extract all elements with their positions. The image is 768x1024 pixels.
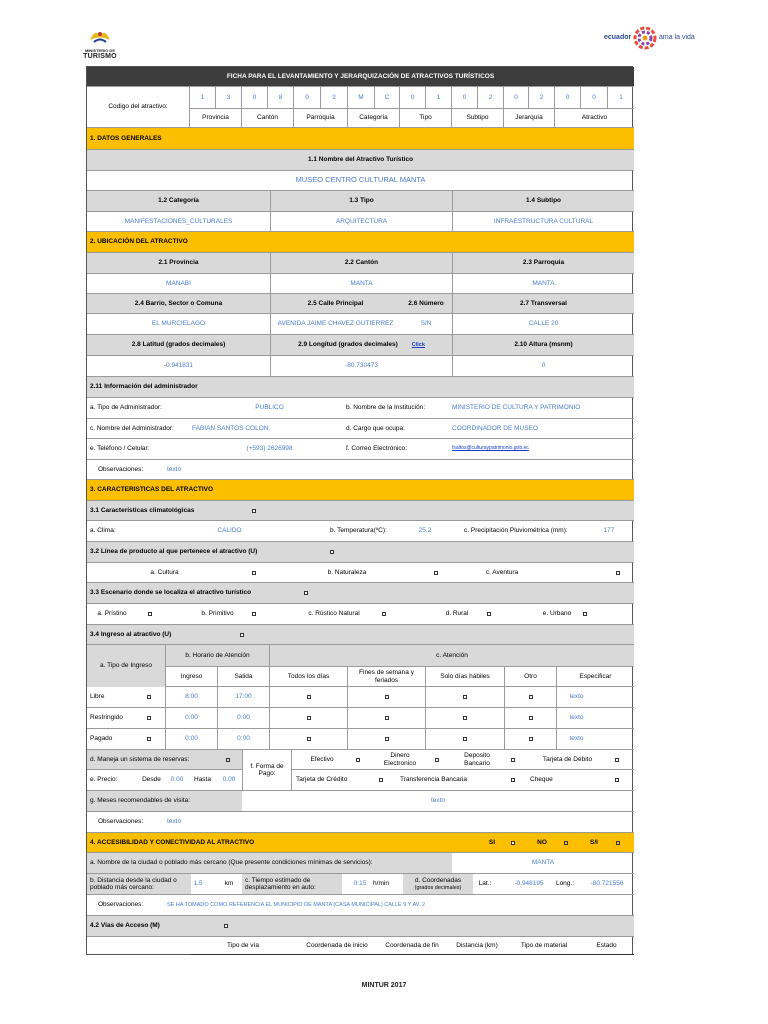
credito-label: Tarjeta de Crédito	[296, 776, 348, 784]
hasta-label: Hasta	[194, 776, 211, 784]
efectivo-checkbox-cell	[351, 750, 365, 769]
cultura-label: a. Cultura	[150, 568, 179, 576]
vias-checkbox-cell	[219, 916, 233, 936]
long-value[interactable]: -80.721556	[590, 880, 624, 888]
ciudad-value[interactable]: MANTA	[531, 859, 555, 867]
clima-row	[87, 521, 634, 542]
naturaleza-checkbox-cell	[429, 563, 443, 582]
code-digit: 2	[477, 87, 503, 108]
code-digit: 0	[241, 87, 267, 108]
habiles-checkbox-cell	[425, 729, 504, 749]
category-label: 1.2 Categoría	[158, 197, 199, 205]
todos-checkbox[interactable]	[307, 695, 311, 699]
vias-col-label: Tipo de vía	[191, 937, 295, 955]
code-row	[87, 87, 634, 128]
rustico-checkbox[interactable]	[382, 612, 386, 616]
telefono-label: e. Teléfono / Celular:	[90, 445, 150, 453]
urbano-label: e. Urbano	[542, 610, 572, 618]
section-4-heading-row	[87, 833, 634, 853]
calle-label: 2.5 Calle Principal	[270, 294, 400, 313]
tipo-value[interactable]: ARQUITECTURA	[270, 212, 452, 231]
code-digit: 1	[425, 87, 451, 108]
ciudad-row	[87, 853, 634, 874]
no-checkbox[interactable]	[564, 841, 568, 845]
salida-col-label: Salida	[217, 666, 269, 687]
code-digit: 1	[189, 87, 215, 108]
admin-row-2	[87, 419, 634, 439]
logo-ministerio-text: MINISTERIO DE	[84, 48, 115, 53]
restringido-checkbox[interactable]	[147, 716, 151, 720]
code-digit: 0	[503, 87, 528, 108]
ingreso-row-label: Libre	[90, 693, 105, 701]
subtipo-label: 1.4 Subtipo	[452, 191, 634, 211]
todos-checkbox-cell	[269, 729, 347, 749]
habiles-checkbox[interactable]	[463, 695, 467, 699]
canton-value[interactable]: MANTA	[270, 274, 452, 293]
pagado-checkbox[interactable]	[147, 737, 151, 741]
habiles-checkbox-cell	[425, 708, 504, 728]
habiles-checkbox[interactable]	[463, 716, 467, 720]
institucion-value[interactable]: MINISTERIO DE CULTURA Y PATRIMONIO	[452, 404, 581, 412]
urbano-checkbox[interactable]	[583, 612, 587, 616]
ingreso-checkbox-cell	[235, 625, 249, 644]
rural-label: d. Rural	[445, 610, 469, 618]
ficha-form	[86, 66, 633, 955]
distancia-label: b. Distancia desde la ciudad o poblado más cercano:	[90, 876, 177, 891]
fines-checkbox[interactable]	[385, 695, 389, 699]
admin-obs-row	[87, 460, 634, 480]
s3-obs-label: Observaciones:	[98, 818, 144, 826]
dinero-electronico-checkbox-cell	[430, 750, 444, 769]
code-digit: M	[347, 87, 374, 108]
institucion-label: b. Nombre de la Institución:	[346, 404, 426, 412]
tipo-admin-value[interactable]: PUBLICO	[255, 404, 284, 412]
escenario-heading-row	[87, 583, 634, 604]
km-label: km	[224, 880, 234, 888]
escenario-checkbox-cell	[299, 583, 313, 603]
naturaleza-label: b. Naturaleza	[327, 568, 367, 576]
admin-row-1	[87, 398, 634, 419]
s3-obs-row	[87, 812, 634, 833]
efectivo-checkbox[interactable]	[356, 758, 360, 762]
ingreso-checkbox[interactable]	[240, 633, 244, 637]
linea-heading-row	[87, 542, 634, 563]
longitud-value[interactable]: -80.730473	[270, 356, 452, 376]
parroquia-value[interactable]: MANTA	[452, 274, 634, 293]
meses-row	[87, 791, 634, 812]
provincia-value[interactable]: MANABI	[166, 279, 191, 287]
logo-turismo-text: TURISMO	[83, 53, 117, 60]
s3-obs-value[interactable]: texto	[167, 818, 182, 826]
latitud-label: 2.8 Latitud (grados decimales)	[131, 341, 226, 349]
tipo-admin-label: a. Tipo de Administrador:	[90, 404, 162, 412]
code-digit: 0	[554, 87, 580, 108]
si-checkbox[interactable]	[511, 841, 515, 845]
altura-value[interactable]: 0	[452, 356, 634, 376]
fines-checkbox[interactable]	[385, 737, 389, 741]
clima-heading-row	[87, 501, 634, 521]
altura-label: 2.10 Altura (msnm)	[452, 335, 634, 355]
coords-label-row	[87, 335, 634, 356]
attraction-name-value[interactable]: MUSEO CENTRO CULTURAL MANTA	[295, 175, 426, 185]
no-checkbox-cell	[559, 833, 573, 852]
category-label-row	[87, 191, 634, 212]
urbano-checkbox-cell	[578, 604, 592, 624]
tiempo-label-cell	[242, 874, 342, 894]
temperatura-value[interactable]: 25.2	[418, 527, 432, 535]
fines-checkbox[interactable]	[385, 716, 389, 720]
horario-label: b. Horario de Atención	[165, 645, 269, 666]
aventura-label: c. Aventura	[485, 568, 519, 576]
address-value-row	[87, 314, 634, 335]
section-4-heading: 4. ACCESIBILIDAD Y CONECTIVIDAD AL ATRACTIVO	[90, 838, 255, 846]
cultura-checkbox-cell	[247, 563, 261, 582]
clima-heading: 3.1 Características climatológicas	[90, 506, 195, 514]
ciudad-label: a. Nombre de la ciudad o poblado más cercano (Que presente condiciones mínimas de servicios):	[90, 859, 373, 867]
code-digit: 2	[320, 87, 347, 108]
escenario-checkbox[interactable]	[304, 591, 308, 595]
efectivo-label: Efectivo	[310, 755, 334, 763]
tipo-ingreso-label: a. Tipo de Ingreso	[87, 645, 165, 687]
category-value-row	[87, 212, 634, 232]
coordenadas-label: d. Coordenadas	[414, 877, 462, 885]
vias-header-row	[87, 937, 634, 955]
debito-label: Tarjeta de Débito	[542, 755, 593, 763]
tipo-label: 1.3 Tipo	[270, 191, 452, 211]
habiles-col-label: Solo días hábiles	[425, 666, 504, 687]
meses-value[interactable]: texto	[430, 797, 446, 805]
deposito-label: Deposito Bancario	[464, 752, 490, 767]
escenario-heading: 3.3 Escenario donde se localiza el atractivo turístico	[90, 589, 252, 597]
admin-obs-value[interactable]: texto	[167, 465, 182, 473]
coordenadas-label-cell	[403, 874, 473, 894]
reservas-label: d. Maneja un sistema de reservas:	[90, 755, 190, 763]
meses-label: g. Meses recomendables de visita:	[90, 797, 191, 805]
vias-col-label: Estado	[579, 937, 634, 955]
admin-heading-row	[87, 377, 634, 398]
code-header: Jerarquía	[503, 108, 554, 128]
code-digit: 0	[293, 87, 320, 108]
form-title-row	[87, 67, 634, 87]
address-label-row	[87, 294, 634, 314]
click-link[interactable]: Click	[411, 341, 425, 348]
section-2-heading: 2. UBICACIÓN DEL ATRACTIVO	[90, 238, 188, 246]
code-digit: C	[374, 87, 399, 108]
aventura-checkbox-cell	[611, 563, 625, 582]
s4-obs-label: Observaciones:	[98, 901, 144, 909]
province-value-row	[87, 274, 634, 294]
code-header: Provincia	[189, 108, 241, 128]
todos-checkbox-cell	[269, 687, 347, 707]
cultura-checkbox[interactable]	[252, 571, 256, 575]
especificar-value[interactable]: texto	[556, 708, 596, 728]
desde-label: Desde	[142, 776, 161, 784]
vias-col-label: Distancia (km)	[445, 937, 509, 955]
subtipo-value[interactable]: INFRAESTRUCTURA CULTURAL	[452, 212, 634, 231]
escenario-options-row	[87, 604, 634, 625]
long-label: Long.:	[555, 880, 575, 888]
dinero-electronico-checkbox[interactable]	[435, 758, 439, 762]
reservas-row	[87, 750, 634, 770]
libre-checkbox[interactable]	[147, 695, 151, 699]
cheque-label: Cheque	[530, 776, 553, 784]
transferencia-label: Transferencia Bancaria	[400, 776, 467, 784]
habiles-checkbox[interactable]	[463, 737, 467, 741]
category-value[interactable]: MANIFESTACIONES_CULTURALES	[124, 217, 233, 225]
ciudad-label-cell	[87, 853, 452, 873]
section-3-heading: 3. CARACTERISTICAS DEL ATRACTIVO	[90, 486, 214, 494]
deposito-checkbox-cell	[506, 750, 520, 769]
especificar-col-label: Especificar	[556, 666, 634, 687]
primitivo-checkbox[interactable]	[252, 612, 256, 616]
fines-checkbox-cell	[347, 708, 425, 728]
coords-value-row	[87, 356, 634, 377]
code-header: Subtipo	[451, 108, 503, 128]
code-digit: 1	[607, 87, 634, 108]
code-header: Tipo	[399, 108, 451, 128]
credito-checkbox[interactable]	[379, 778, 383, 782]
linea-options-row	[87, 563, 634, 583]
pristino-checkbox[interactable]	[148, 612, 152, 616]
debito-checkbox-cell	[610, 750, 624, 769]
admin-heading: 2.11 Información del administrador	[90, 383, 198, 391]
telefono-value[interactable]: (+593) 2626998	[246, 445, 293, 453]
ingreso-heading: 3.4 Ingreso al atractivo (U)	[90, 630, 172, 638]
vias-col-label: Coordenada de fin	[379, 937, 445, 955]
canton-label: 2.2 Cantón	[270, 253, 452, 273]
reservas-label-cell	[87, 750, 242, 769]
code-header: Categoría	[347, 108, 399, 128]
linea-checkbox-cell	[325, 542, 339, 562]
meses-label-cell	[87, 791, 242, 811]
lat-label: Lat.:	[478, 880, 492, 888]
condor-emblem-icon	[88, 26, 112, 48]
otro-checkbox-cell	[504, 708, 556, 728]
pristino-label: a. Prístino	[97, 610, 127, 618]
ingreso-row-label: Restringido	[90, 714, 123, 722]
ingreso-time[interactable]: 8:00	[165, 687, 217, 707]
reservas-checkbox[interactable]	[226, 758, 230, 762]
rustico-checkbox-cell	[377, 604, 391, 624]
otro-checkbox[interactable]	[529, 716, 533, 720]
ministerio-turismo-logo	[78, 26, 122, 62]
fines-col-label: Fines de semana y feriados	[347, 666, 425, 687]
si-no-checkbox[interactable]	[616, 841, 620, 845]
coordenadas-sublabel: (grados decimales)	[414, 884, 462, 891]
todos-col-label: Todos los días	[269, 666, 347, 687]
correo-link[interactable]: fsaltos@culturaypatrimonio.gob.ec	[452, 445, 529, 452]
cargo-label: d. Cargo que ocupa:	[346, 424, 405, 432]
page-header	[0, 0, 768, 66]
precio-row	[87, 770, 634, 791]
otro-checkbox-cell	[504, 729, 556, 749]
ingreso-time[interactable]: 0:00	[165, 708, 217, 728]
ingreso-row-label: Pagado	[90, 735, 113, 743]
code-header: Atractivo	[554, 108, 634, 128]
fines-checkbox-cell	[347, 687, 425, 707]
nombre-admin-value[interactable]: FABIAN SANTOS COLON	[192, 424, 269, 432]
naturaleza-checkbox[interactable]	[434, 571, 438, 575]
habiles-checkbox-cell	[425, 687, 504, 707]
ingreso-col-label: Ingreso	[165, 666, 217, 687]
linea-heading: 3.2 Línea de producto al que pertenece el atractivo (U)	[90, 548, 258, 556]
ingreso-row-pagado	[87, 729, 634, 750]
restringido-checkbox-cell	[142, 708, 156, 728]
fines-checkbox-cell	[347, 729, 425, 749]
admin-row-3	[87, 439, 634, 460]
desde-value[interactable]: 0.00	[170, 776, 184, 784]
clima-value[interactable]: CALIDO	[217, 527, 242, 535]
section-2-heading-row	[87, 232, 634, 253]
si-no-checkbox-cell	[611, 833, 625, 852]
provincia-label: 2.1 Provincia	[158, 259, 199, 267]
code-header: Cantón	[241, 108, 293, 128]
numero-value[interactable]: S/N	[420, 320, 432, 328]
ingreso-time[interactable]: 0:00	[165, 729, 217, 749]
distancia-value[interactable]: 1.5	[193, 880, 203, 888]
credito-checkbox-cell	[374, 770, 388, 790]
libre-checkbox-cell	[142, 687, 156, 707]
otro-col-label: Otro	[504, 666, 556, 687]
no-label: NO	[537, 838, 547, 846]
ingreso-row-restringido	[87, 708, 634, 729]
lat-value[interactable]: -0.948195	[514, 880, 544, 888]
code-digit: 8	[267, 87, 293, 108]
precipitacion-label: c. Precipitación Pluviométrica (mm):	[464, 527, 568, 535]
distancia-row	[87, 874, 634, 895]
aventura-checkbox[interactable]	[616, 571, 620, 575]
correo-cell	[449, 439, 634, 459]
salida-time[interactable]: 0:00	[217, 729, 269, 749]
vias-col-label: Coordenada de inicio	[295, 937, 379, 955]
numero-label: 2.6 Número	[408, 299, 444, 307]
vias-heading-row	[87, 916, 634, 937]
reservas-checkbox-cell	[221, 750, 235, 769]
otro-checkbox[interactable]	[529, 695, 533, 699]
salida-time[interactable]: 17:00	[217, 687, 269, 707]
logo-ecuador-text: ecuador	[604, 34, 632, 41]
otro-checkbox-cell	[504, 687, 556, 707]
rustico-label: c. Rústico Natural	[308, 610, 360, 618]
clima-label: a. Clima:	[90, 527, 116, 535]
vias-col-label: Tipo de material	[509, 937, 579, 955]
primitivo-label: b. Primitivo	[201, 610, 234, 618]
province-label-row	[87, 253, 634, 274]
parroquia-label: 2.3 Parroquia	[452, 253, 634, 273]
admin-obs-label: Observaciones:	[98, 465, 144, 473]
clima-checkbox[interactable]	[252, 509, 256, 513]
code-digit: 0	[580, 87, 607, 108]
hmin-label: h/min	[373, 880, 389, 888]
debito-checkbox[interactable]	[615, 758, 619, 762]
vias-heading: 4.2 Vías de Acceso (M)	[90, 922, 160, 930]
especificar-value[interactable]: texto	[556, 729, 596, 749]
transferencia-checkbox[interactable]	[511, 778, 515, 782]
form-title: FICHA PARA EL LEVANTAMIENTO Y JERARQUIZACIÓN DE ATRACTIVOS TURÍSTICOS	[226, 72, 495, 80]
page-footer: MINTUR 2017	[361, 982, 407, 989]
tiempo-value[interactable]: 0:15	[353, 880, 367, 888]
correo-label: f. Correo Electrónico:	[346, 445, 408, 453]
colorful-sun-icon	[633, 26, 657, 50]
rural-checkbox[interactable]	[487, 612, 491, 616]
linea-checkbox[interactable]	[330, 550, 334, 554]
nombre-admin-label: c. Nombre del Administrador:	[90, 424, 174, 432]
barrio-value[interactable]: EL MURCIELAGO	[151, 320, 206, 328]
code-digit: 2	[528, 87, 554, 108]
deposito-checkbox[interactable]	[511, 758, 515, 762]
especificar-value[interactable]: texto	[556, 687, 596, 707]
cheque-checkbox-cell	[610, 770, 624, 790]
transversal-value[interactable]: CALLE 20	[452, 314, 634, 334]
ingreso-heading-row	[87, 625, 634, 645]
name-label-row	[87, 150, 634, 171]
precipitacion-value[interactable]: 177	[603, 527, 615, 535]
forma-pago-label: f. Forma de Pago:	[242, 750, 292, 791]
barrio-label: 2.4 Barrio, Sector o Comuna	[134, 299, 223, 307]
section-3-heading-row	[87, 480, 634, 501]
section-1-heading-row	[87, 128, 634, 150]
longitud-label-cell	[270, 335, 452, 355]
vias-checkbox[interactable]	[224, 924, 228, 928]
todos-checkbox[interactable]	[307, 716, 311, 720]
pristino-checkbox-cell	[143, 604, 157, 624]
calle-value[interactable]: AVENIDA JAIME CHAVEZ GUTIERREZ	[270, 314, 400, 334]
todos-checkbox-cell	[269, 708, 347, 728]
section-1-heading: 1. DATOS GENERALES	[90, 134, 162, 142]
cheque-checkbox[interactable]	[615, 778, 619, 782]
clima-checkbox-cell	[247, 501, 261, 520]
code-header: Parroquia	[293, 108, 347, 128]
todos-checkbox[interactable]	[307, 737, 311, 741]
primitivo-checkbox-cell	[247, 604, 261, 624]
rural-checkbox-cell	[482, 604, 496, 624]
hasta-value[interactable]: 0.00	[222, 776, 236, 784]
otro-checkbox[interactable]	[529, 737, 533, 741]
cargo-value[interactable]: COORDINADOR DE MUSEO	[452, 424, 538, 432]
atencion-label: c. Atención	[269, 645, 634, 666]
pagado-checkbox-cell	[142, 729, 156, 749]
temperatura-label: b. Temperatura(ºC):	[330, 527, 387, 535]
code-digit: 0	[399, 87, 425, 108]
code-digit: 0	[451, 87, 477, 108]
salida-time[interactable]: 0:00	[217, 708, 269, 728]
ingreso-row-libre	[87, 687, 634, 708]
latitud-value[interactable]: -0.941831	[163, 362, 194, 370]
ingreso-header-row	[87, 645, 634, 687]
code-digit: 3	[215, 87, 241, 108]
s4-obs-value[interactable]: SE HA TOMADO COMO REFERENCIA EL MUNICIPIO DE MANTA (CASA MUNICIPAL) CALLE 9 Y AV. 2	[167, 901, 426, 908]
name-value-row	[87, 171, 634, 191]
dinero-electronico-label: Dinero Electronico	[383, 752, 417, 767]
logo-ama-text: ama la vida	[659, 34, 695, 41]
precio-label: e. Precio:	[90, 776, 118, 784]
code-label: Codigo del atractivo:	[108, 103, 168, 111]
tiempo-label: c. Tiempo estimado de desplazamiento en auto:	[245, 876, 316, 891]
ecuador-ama-la-vida-logo	[604, 26, 704, 56]
longitud-label: 2.9 Longitud (grados decimales)	[298, 341, 398, 349]
distancia-label-cell	[87, 874, 191, 894]
si-no-label: S/I	[590, 838, 598, 846]
attraction-name-label: 1.1 Nombre del Atractivo Turístico	[307, 156, 414, 164]
s4-obs-row	[87, 895, 634, 916]
transversal-label: 2.7 Transversal	[452, 294, 634, 313]
si-checkbox-cell	[506, 833, 520, 852]
transferencia-checkbox-cell	[506, 770, 520, 790]
si-label: SI	[488, 838, 496, 846]
